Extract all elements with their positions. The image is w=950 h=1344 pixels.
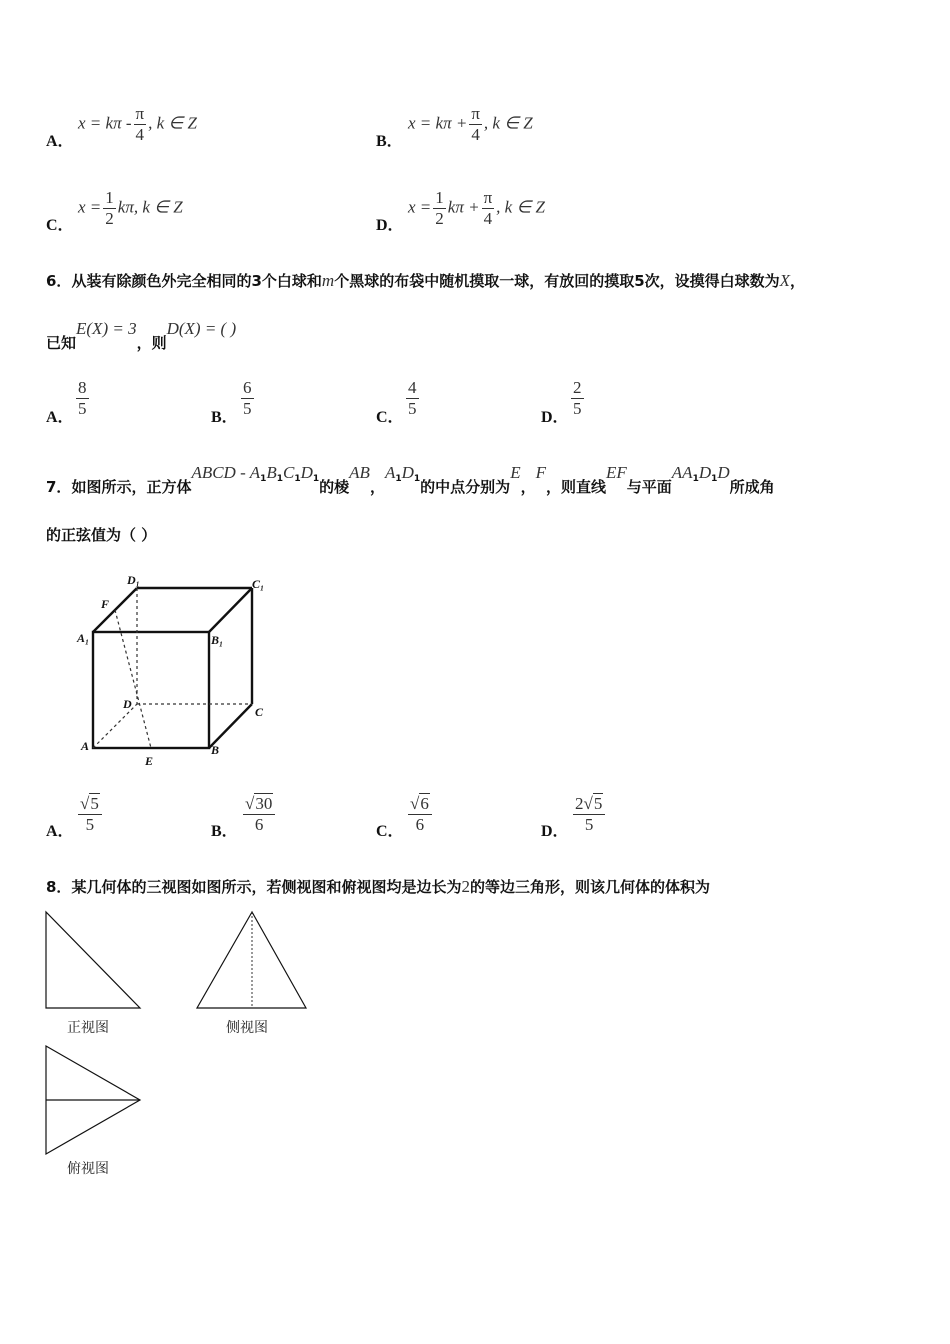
label-e: E bbox=[145, 754, 154, 768]
q7-option-b-value: $\frac{√30}{6}$ bbox=[241, 794, 277, 835]
q6-option-d-value: $\frac{2}{5}$ bbox=[573, 378, 582, 418]
label-c: C bbox=[255, 705, 264, 719]
q7-option-c-label: C． bbox=[376, 823, 404, 840]
q6-option-a-label: A． bbox=[46, 409, 74, 426]
cube-edge-bc bbox=[209, 704, 252, 748]
q7-option-d-label: D． bbox=[541, 823, 569, 840]
label-d1: D₁ bbox=[127, 573, 140, 587]
label-f: F bbox=[101, 597, 110, 611]
q6-option-c-value: $\frac{4}{5}$ bbox=[408, 378, 417, 418]
q5-option-c-label: C． bbox=[46, 217, 74, 234]
q5-option-d-label: D． bbox=[376, 217, 404, 234]
q5-option-a-formula: x = kπ - $\frac{\pi}{4}$ , k ∈ Z bbox=[78, 104, 197, 144]
q6-option-b-value: $\frac{6}{5}$ bbox=[243, 378, 252, 418]
q5-option-b-label: B． bbox=[376, 133, 403, 150]
q5-option-a-label: A． bbox=[46, 133, 74, 150]
q8-front-view bbox=[44, 910, 144, 1012]
q6-stem-line1: 6．从装有除颜色外完全相同的3个白球和m个黑球的布袋中随机摸取一球，有放回的摸取5次，设摸得白球数为X， bbox=[46, 271, 806, 290]
q6-stem-line2: 已知E(X) = 3，则D(X) = ( ) bbox=[46, 319, 237, 352]
q7-option-a-value: $\frac{√5}{5}$ bbox=[76, 794, 104, 835]
front-view-triangle bbox=[46, 912, 140, 1008]
q7-option-a-label: A． bbox=[46, 823, 74, 840]
label-c1: C₁ bbox=[252, 577, 265, 591]
q6-option-d-label: D． bbox=[541, 409, 569, 426]
q7-stem-line2: 的正弦值为（ ） bbox=[46, 526, 157, 544]
q6-option-c-label: C． bbox=[376, 409, 404, 426]
q7-option-d-value: $\frac{2√5}{5}$ bbox=[571, 794, 607, 835]
q8-side-view bbox=[194, 910, 310, 1012]
q6-option-b-label: B． bbox=[211, 409, 238, 426]
segment-ef bbox=[115, 610, 151, 748]
label-a1: A₁ bbox=[77, 631, 90, 645]
q5-option-d-formula: x = $\frac{1}{2}$ kπ + $\frac{\pi}{4}$ , k ∈ Z bbox=[408, 188, 545, 228]
q7-option-b-label: B． bbox=[211, 823, 238, 840]
label-a: A bbox=[81, 739, 90, 753]
q8-top-caption: 俯视图 bbox=[67, 1161, 109, 1177]
q8-stem: 8．某几何体的三视图如图所示，若侧视图和俯视图均是边长为2的等边三角形，则该几何体的体积为 bbox=[46, 877, 710, 896]
label-d: D bbox=[123, 697, 132, 711]
q8-front-caption: 正视图 bbox=[67, 1020, 109, 1036]
q5-option-c-formula: x = $\frac{1}{2}$ kπ, k ∈ Z bbox=[78, 188, 183, 228]
q7-option-c-value: $\frac{√6}{6}$ bbox=[406, 794, 434, 835]
q8-side-caption: 侧视图 bbox=[226, 1020, 268, 1036]
label-b: B bbox=[211, 743, 220, 757]
q8-top-view bbox=[44, 1044, 144, 1156]
q6-option-a-value: $\frac{8}{5}$ bbox=[78, 378, 87, 418]
q7-cube-figure bbox=[72, 572, 286, 772]
q7-stem-line1: 7．如图所示，正方体ABCD - $A_1B_1C_1D_1$的棱AB，$A_1D_1$的中点分别为E，F，则直线EF与平面$AA_1D_1D$所成角 bbox=[46, 463, 775, 496]
cube-edge-b1c1 bbox=[209, 588, 252, 632]
q5-option-b-formula: x = kπ + $\frac{\pi}{4}$ , k ∈ Z bbox=[408, 104, 533, 144]
label-b1: B₁ bbox=[211, 633, 224, 647]
